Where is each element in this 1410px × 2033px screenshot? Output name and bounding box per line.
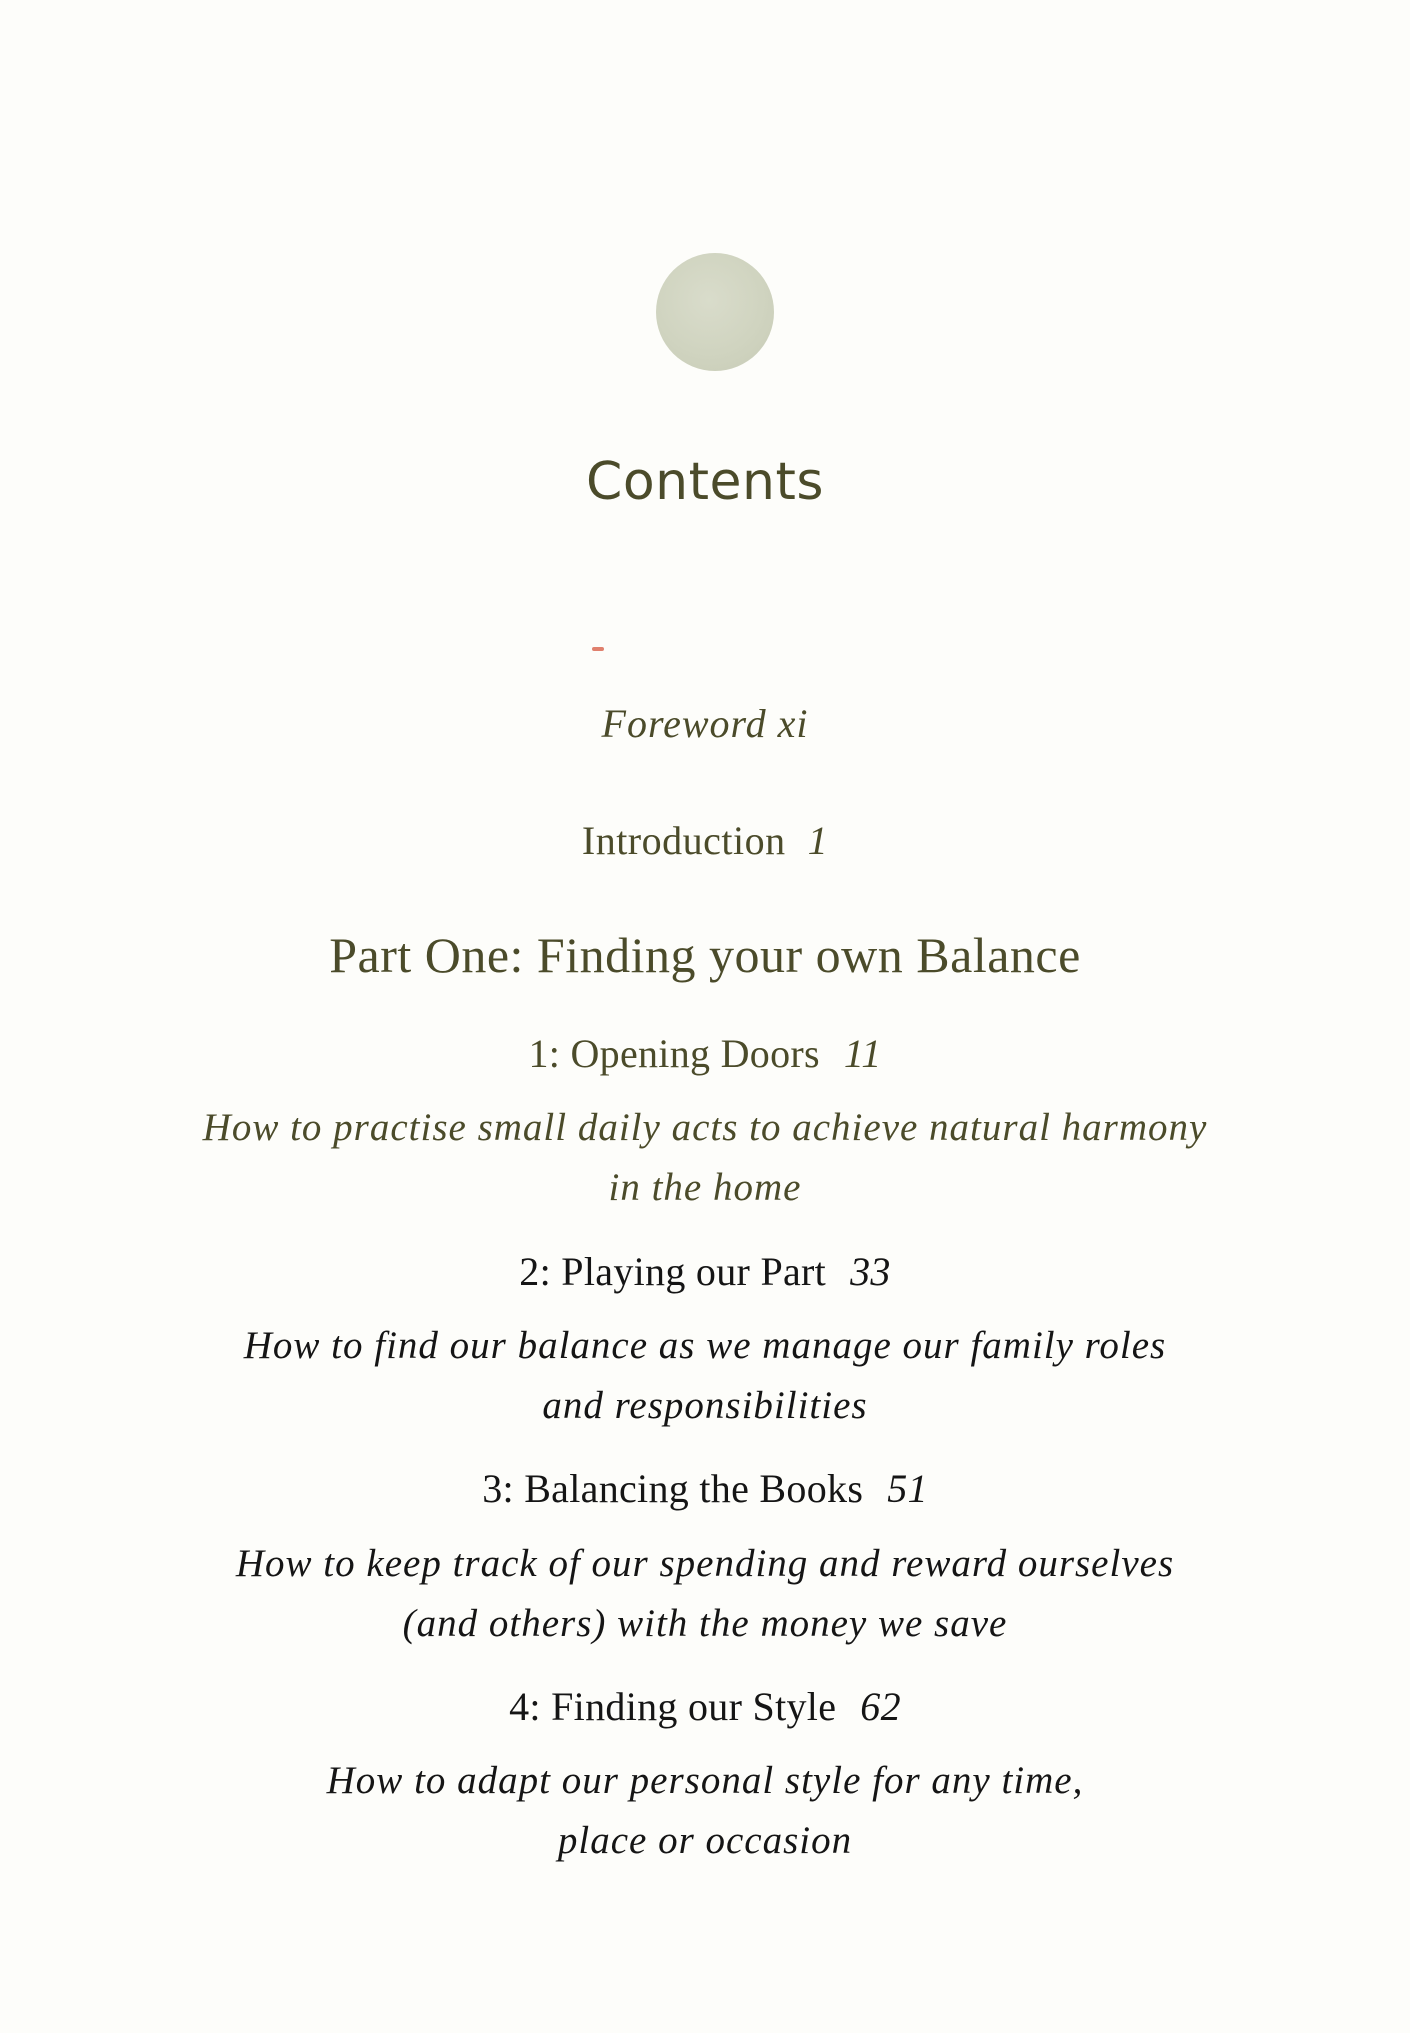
- circle-ornament-icon: [656, 253, 774, 371]
- chapter-title: 1: Opening Doors: [528, 1031, 820, 1076]
- red-mark: [592, 647, 604, 651]
- description-line: How to adapt our personal style for any time,: [326, 1759, 1084, 1802]
- description-line: place or occasion: [557, 1819, 853, 1862]
- chapter-2-description: [0, 1316, 1410, 1436]
- introduction-entry: [0, 817, 1410, 864]
- description-line: How to find our balance as we manage our family roles: [243, 1324, 1167, 1367]
- chapter-title: 2: Playing our Part: [519, 1249, 827, 1294]
- page-title: Contents: [586, 452, 824, 512]
- chapter-page-number: 11: [843, 1031, 882, 1076]
- description-line: How to keep track of our spending and reward ourselves: [235, 1542, 1175, 1585]
- description-line: in the home: [608, 1166, 802, 1209]
- chapter-page-number: 62: [860, 1684, 901, 1729]
- chapter-page-number: 51: [887, 1466, 928, 1511]
- chapter-page-number: 33: [850, 1249, 891, 1294]
- chapter-1-entry: [0, 1030, 1410, 1077]
- chapter-4-description: [0, 1751, 1410, 1871]
- chapter-3-entry: [0, 1465, 1410, 1512]
- chapter-4-entry: [0, 1683, 1410, 1730]
- chapter-1-description: [0, 1098, 1410, 1218]
- chapter-title: 3: Balancing the Books: [482, 1466, 864, 1511]
- introduction-label: Introduction: [581, 818, 786, 863]
- description-line: and responsibilities: [542, 1384, 868, 1427]
- description-line: (and others) with the money we save: [402, 1602, 1008, 1645]
- chapter-2-entry: [0, 1248, 1410, 1295]
- chapter-title: 4: Finding our Style: [509, 1684, 837, 1729]
- description-line: How to practise small daily acts to achieve natural harmony: [202, 1106, 1208, 1149]
- part-one-heading: Part One: Finding your own Balance: [329, 927, 1081, 983]
- introduction-page-number: 1: [807, 818, 829, 863]
- chapter-3-description: [0, 1534, 1410, 1654]
- foreword-entry: Foreword xi: [601, 701, 809, 746]
